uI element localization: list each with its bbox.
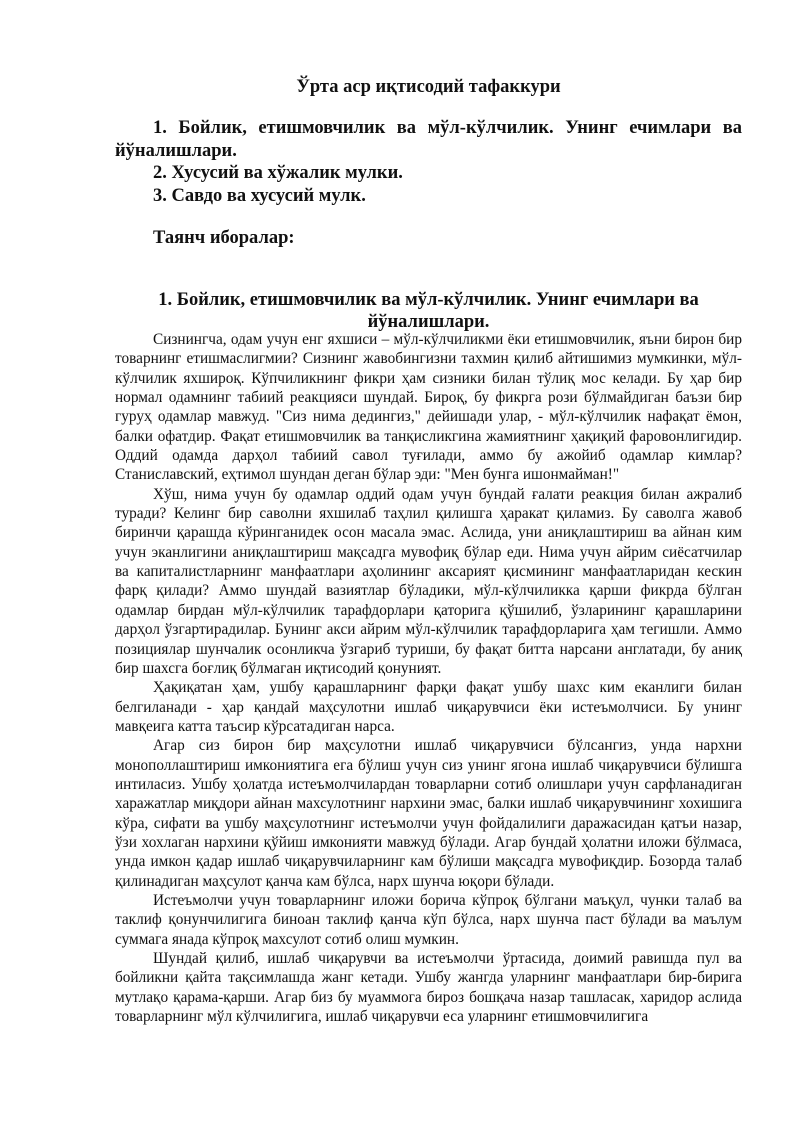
topic-item-2: 2. Хусусий ва хўжалик мулки. bbox=[153, 163, 403, 183]
topic-item-1: 1. Бойлик, етишмовчилик ва мўл-кўлчилик. Унинг ечимлари ва йўналишлари. bbox=[115, 118, 742, 161]
keywords-heading: Таянч иборалар: bbox=[153, 228, 295, 248]
paragraph-6: Шундай қилиб, ишлаб чиқарувчи ва истеъмолчи ўртасида, доимий равишда пул ва бойликни қайта тақсимлашда жанг кетади. Ушбу жангда уларнинг манфаатлари бир-бирига мутлақо қарама-қарши. Агар биз бу муаммога бироз бошқача назар ташласак, харидор аслида товарларнинг мўл кўлчилигига, ишлаб чиқарувчи еса уларнинг етишмовчилигига bbox=[115, 950, 742, 1026]
paragraph-3: Ҳақиқатан ҳам, ушбу қарашларнинг фарқи фақат ушбу шахс ким еканлиги билан белгиланади - ҳар қандай маҳсулотни ишлаб чиқарувчиси ёки истеъмолчиси. Бу унинг мавқеига катта таъсир кўрсатадиган нарса. bbox=[115, 679, 742, 735]
paragraph-2: Хўш, нима учун бу одамлар оддий одам учун бундай ғалати реакция билан ажралиб туради? Келинг бир саволни яхшилаб таҳлил қилишга ҳаракат қиламиз. Бу саволга жавоб биринчи қарашда кўринганидек осон масала эмас. Аслида, уни аниқлаштириш ва айнан ким учун эканлигини аниқлаштириш мақсадга мувофиқ бўлар еди. Нима учун айрим сиёсатчилар ва капиталистларнинг манфаатлари аҳолининг аксарият қисмининг манфаатларидан кескин фарқ қилади? Аммо шундай вазиятлар бўладики, мўл-кўлчиликка қарши фикрда бўлган одамлар бирдан мўл-кўлчилик тарафдорлари қаторига қўшилиб, ўзларининг қарашларини дарҳол ўзгартирадилар. Бунинг акси айрим мўл-кўлчилик тарафдорларига ҳам тегишли. Аммо позициялар шунчалик осонликча ўзгариб туриши, бу фақат битта нарсани англатади, бу аниқ бир шахсга боғлиқ бўлмаган иқтисодий қонуният. bbox=[115, 485, 742, 677]
body-text bbox=[115, 330, 742, 1026]
paragraph-1: Сизнингча, одам учун енг яхшиси – мўл-кўлчиликми ёки етишмовчилик, яъни бирон бир товарнинг етишмаслигмии? Сизнинг жавобингизни тахмин қилиб айтишимиз мумкинки, мўл-кўлчилик яхшироқ. Кўпчиликнинг фикри ҳам сизники билан тўлиқ мос келади. Бу ҳар бир нормал одамнинг табиий реакцияси шундай. Бироқ, бу фикрга рози бўлмайдиган баъзи бир гуруҳ одамлар мавжуд. "Сиз нима дедингиз," дейишади улар, - мўл-кўлчилик нафақат ёмон, балки офатдир. Фақат етишмовчилик ва танқисликгина жамиятнинг ҳақиқий фаровонлигидир. Оддий одамда дарҳол табиий савол туғилади, аммо бу ажойиб одамлар кимлар? Станиславский, еҳтимол шундан деган бўлар эди: "Мен бунга ишонмайман!" bbox=[115, 331, 742, 484]
page-title: Ўрта аср иқтисодий тафаккури bbox=[296, 77, 561, 97]
paragraph-4: Агар сиз бирон бир маҳсулотни ишлаб чиқарувчиси бўлсангиз, унда нархни монополлаштириш имкониятига ега бўлиш учун сиз унинг ягона ишлаб чиқарувчиси бўлишга интиласиз. Ушбу ҳолатда истеъмолчилардан товарларни сотиб олишлари учун сарфланадиган харажатлар миқдори айнан махсулотнинг нархини эмас, балки ишлаб чиқарувчининг хохишига кўра, сифати ва ушбу маҳсулотнинг истеъмолчи учун фойдалилиги даражасидан қатъи назар, ўзи хохлаган нархини қўйиш имконияти мавжуд бўлади. Агар бундай ҳолатни иложи бўлмаса, унда имкон қадар ишлаб чиқарувчиларнинг кам бўлиши мақсадга мувофиқдир. Бозорда талаб қилинадиган маҳсулот қанча кам бўлса, нарх шунча юқори бўлади. bbox=[115, 737, 742, 890]
section-heading: 1. Бойлик, етишмовчилик ва мўл-кўлчилик. Унинг ечимлари ва йўналишлари. bbox=[158, 290, 699, 332]
topic-item-3: 3. Савдо ва хусусий мулк. bbox=[153, 185, 366, 206]
paragraph-5: Истеъмолчи учун товарларнинг иложи борича кўпроқ бўлгани маъқул, чунки талаб ва таклиф қонунчилигига биноан таклиф қанча кўп бўлса, нарх шунча паст бўлади ва маълум суммага янада кўпроқ махсулот сотиб олиш мумкин. bbox=[115, 891, 742, 948]
topic-list bbox=[115, 117, 742, 207]
